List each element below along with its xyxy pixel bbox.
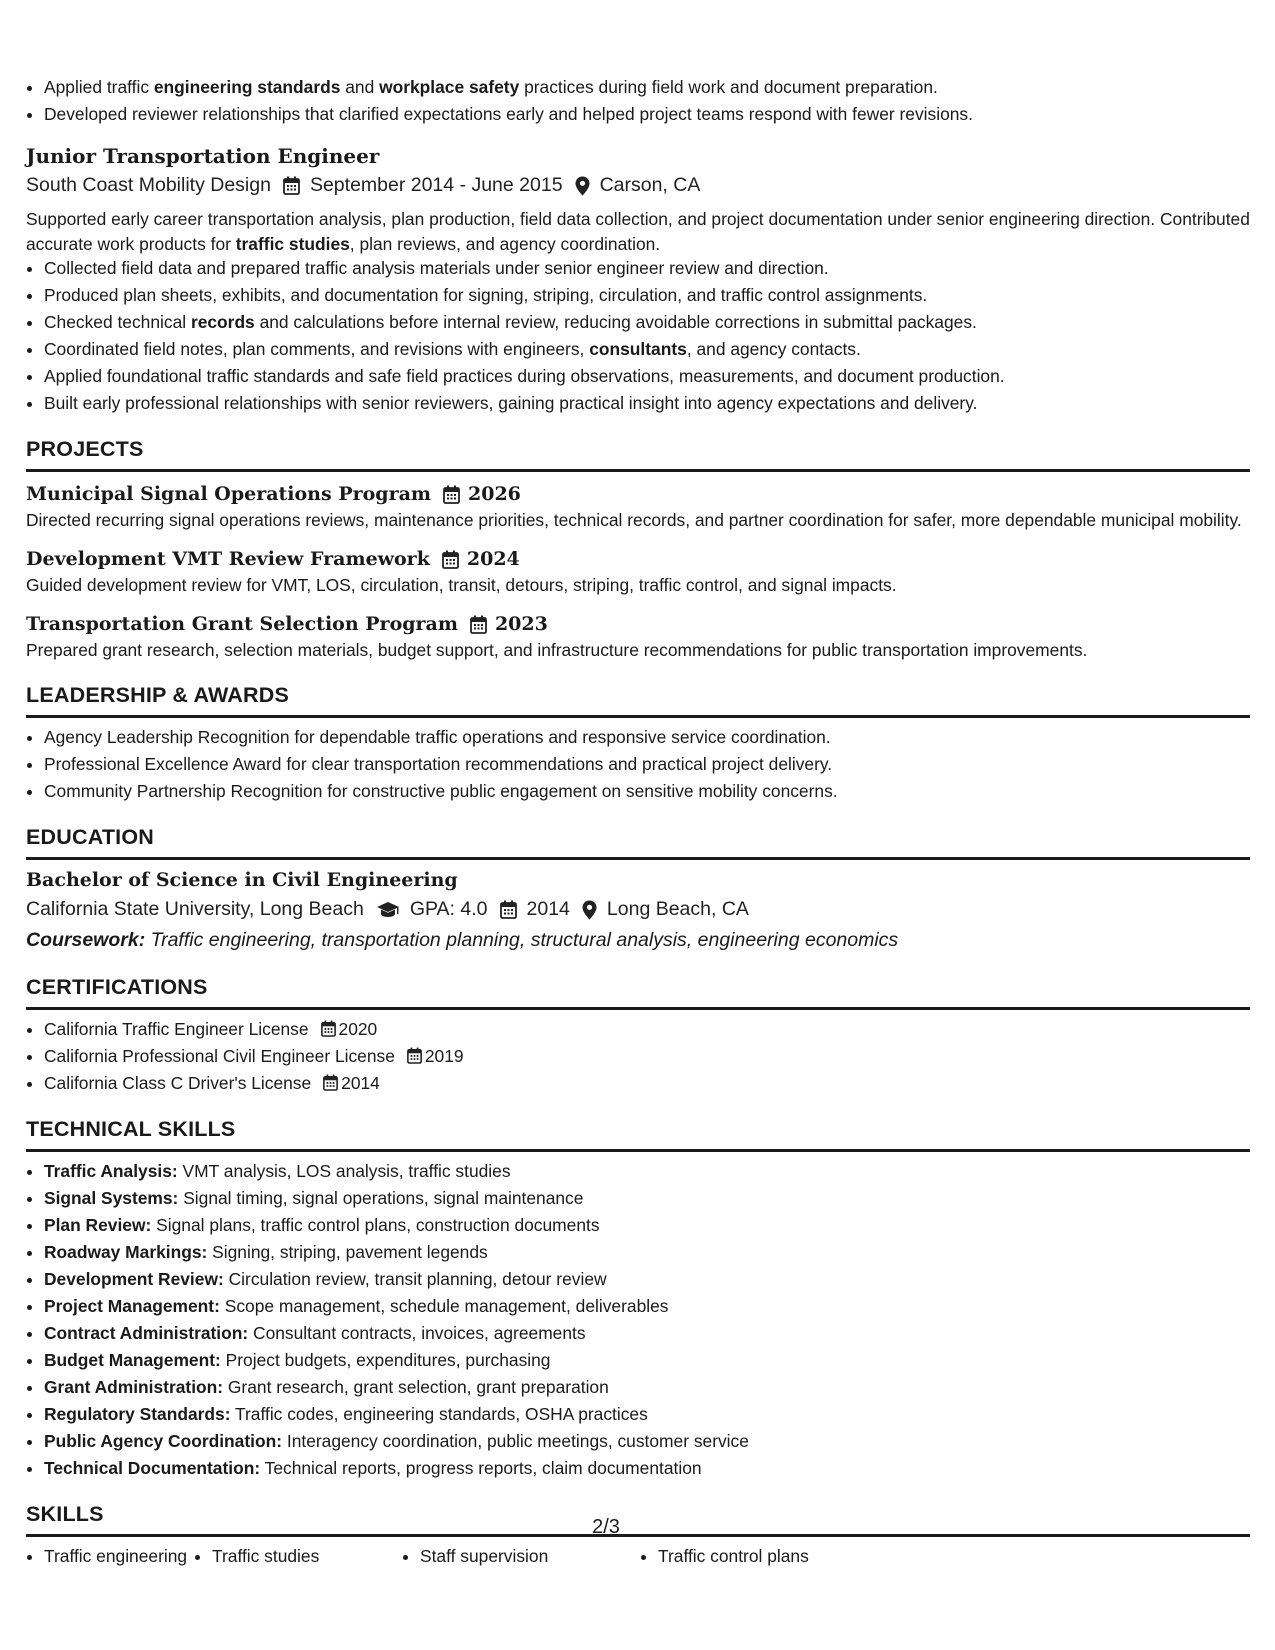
technical-skill-item [44,1347,1250,1374]
section-heading-leadership: LEADERSHIP & AWARDS [26,681,1250,718]
skill-values: Signal plans, traffic control plans, construction documents [156,1215,600,1235]
gpa: GPA: 4.0 [409,898,488,920]
job-bullets [26,255,1250,417]
project-title-row [26,610,1250,638]
technical-skill-item [44,1185,1250,1212]
page-indicator: 2/3 [592,1516,620,1538]
company-name: South Coast Mobility Design [26,174,271,196]
coursework [26,925,1250,955]
technical-skill-item [44,1401,1250,1428]
project-title: Municipal Signal Operations Program [26,483,431,505]
job-meta [26,170,1250,201]
resume-page [26,74,1250,1570]
skill-category: Development Review: [44,1269,224,1289]
skill-category: Contract Administration: [44,1323,249,1343]
coursework-label: Coursework: [26,929,146,951]
list-item: • Collected field data and prepared traffic analysis materials under senior engineer review and direction. [44,255,1250,282]
skill-category: Traffic Analysis: [44,1161,178,1181]
project-description: Guided development review for VMT, LOS, circulation, transit, detours, striping, traffic control, and signal impacts. [26,575,897,595]
degree-title: Bachelor of Science in Civil Engineering [26,869,458,891]
list-item: • Built early professional relationships with senior reviewers, gaining practical insight into agency expectations and delivery. [44,390,1250,417]
graduation-cap-icon [376,901,400,918]
calendar-icon [407,1047,422,1064]
list-item: • Checked technical records and calculations before internal review, reducing avoidable corrections in submittal packages. [44,309,1250,336]
project-description: Directed recurring signal operations reviews, maintenance priorities, technical records, and partner coordination for safer, more dependable municipal mobility. [26,510,1242,530]
list-item: • Professional Excellence Award for clear transportation recommendations and practical project delivery. [44,751,1250,778]
project-description: Prepared grant research, selection materials, budget support, and infrastructure recommendations for public transportation improvements. [26,640,1088,660]
skill-item: • Traffic engineering [44,1543,194,1570]
project-title: Transportation Grant Selection Program [26,613,458,635]
calendar-icon [443,485,460,504]
certification-year: 2020 [338,1019,378,1039]
calendar-icon [323,1074,338,1091]
skill-item: • Traffic studies [212,1543,402,1570]
job-summary: Supported early career transportation analysis, plan production, field data collection, and project documentation under senior engineering direction. Contributed accurate work products for traffic studies, plan reviews, and agency coordination. [26,209,1250,254]
skill-category: Project Management: [44,1296,220,1316]
school-location: Long Beach, CA [606,898,749,920]
skill-category: Grant Administration: [44,1377,224,1397]
coursework-text: Traffic engineering, transportation planning, structural analysis, engineering economics [150,929,899,951]
certifications-list [26,1016,1250,1097]
map-pin-icon [575,176,590,196]
education-meta [26,894,1250,925]
list-item: • Applied foundational traffic standards and safe field practices during observations, measurements, and document production. [44,363,1250,390]
skill-values: Interagency coordination, public meetings, customer service [286,1431,749,1451]
certification-name: California Class C Driver's License [44,1073,312,1093]
technical-skill-item [44,1320,1250,1347]
section-heading-certifications: CERTIFICATIONS [26,973,1250,1010]
technical-skill-item [44,1158,1250,1185]
skill-category: Plan Review: [44,1215,152,1235]
job-dates: September 2014 - June 2015 [309,174,563,196]
skill-values: VMT analysis, LOS analysis, traffic studies [182,1161,511,1181]
skill-values: Consultant contracts, invoices, agreements [253,1323,586,1343]
skill-category: Signal Systems: [44,1188,179,1208]
technical-skill-item [44,1374,1250,1401]
calendar-icon [321,1020,336,1037]
technical-skill-item [44,1212,1250,1239]
section-heading-education: EDUCATION [26,823,1250,860]
leadership-list [26,724,1250,805]
job-location: Carson, CA [599,174,701,196]
project-title-row [26,545,1250,573]
project-year: 2024 [466,548,520,570]
skill-values: Project budgets, expenditures, purchasing [225,1350,551,1370]
technical-skill-item [44,1239,1250,1266]
certification-year: 2019 [424,1046,464,1066]
list-item: • Community Partnership Recognition for constructive public engagement on sensitive mobility concerns. [44,778,1250,805]
school-name: California State University, Long Beach [26,898,364,920]
project-year: 2023 [494,613,548,635]
skill-category: Regulatory Standards: [44,1404,231,1424]
calendar-icon [442,550,459,569]
skill-category: Roadway Markings: [44,1242,208,1262]
calendar-icon [470,615,487,634]
skill-category: Technical Documentation: [44,1458,261,1478]
calendar-icon [283,176,300,195]
certification-year: 2014 [341,1073,380,1093]
list-item: • Applied traffic engineering standards and workplace safety practices during field work and document preparation. [44,74,1250,101]
list-item: • Coordinated field notes, plan comments, and revisions with engineers, consultants, and agency contacts. [44,336,1250,363]
technical-skill-item [44,1428,1250,1455]
list-item: • Produced plan sheets, exhibits, and documentation for signing, striping, circulation, and traffic control assignments. [44,282,1250,309]
section-heading-projects: PROJECTS [26,435,1250,472]
previous-job-bullets [26,74,1250,128]
certification-item [44,1070,1250,1097]
section-heading-technical-skills: TECHNICAL SKILLS [26,1115,1250,1152]
project-title-row [26,480,1250,508]
skill-category: Public Agency Coordination: [44,1431,283,1451]
section-heading-skills: SKILLS [26,1500,1250,1537]
skill-category: Budget Management: [44,1350,221,1370]
projects-list [26,480,1250,663]
calendar-icon [500,900,517,919]
certification-name: California Professional Civil Engineer License [44,1046,395,1066]
map-pin-icon [582,900,597,920]
skill-values: Scope management, schedule management, deliverables [224,1296,669,1316]
technical-skill-item [44,1455,1250,1482]
technical-skills-list [26,1158,1250,1482]
skill-values: Signal timing, signal operations, signal maintenance [183,1188,584,1208]
project-title: Development VMT Review Framework [26,548,430,570]
skill-item: • Traffic control plans [658,1543,878,1570]
list-item: • Developed reviewer relationships that clarified expectations early and helped project teams respond with fewer revisions. [44,101,1250,128]
skills-list [26,1543,1250,1570]
skill-values: Signing, striping, pavement legends [212,1242,488,1262]
skill-values: Circulation review, transit planning, detour review [228,1269,607,1289]
technical-skill-item [44,1266,1250,1293]
graduation-year: 2014 [526,898,570,920]
certification-name: California Traffic Engineer License [44,1019,309,1039]
skill-item: • Staff supervision [420,1543,640,1570]
skill-values: Traffic codes, engineering standards, OSHA practices [235,1404,648,1424]
skill-values: Technical reports, progress reports, claim documentation [264,1458,702,1478]
technical-skill-item [44,1293,1250,1320]
job-title: Junior Transportation Engineer [26,144,380,168]
project-year: 2026 [468,483,521,505]
certification-item [44,1043,1250,1070]
list-item: • Agency Leadership Recognition for dependable traffic operations and responsive service coordination. [44,724,1250,751]
skill-values: Grant research, grant selection, grant preparation [227,1377,609,1397]
certification-item [44,1016,1250,1043]
